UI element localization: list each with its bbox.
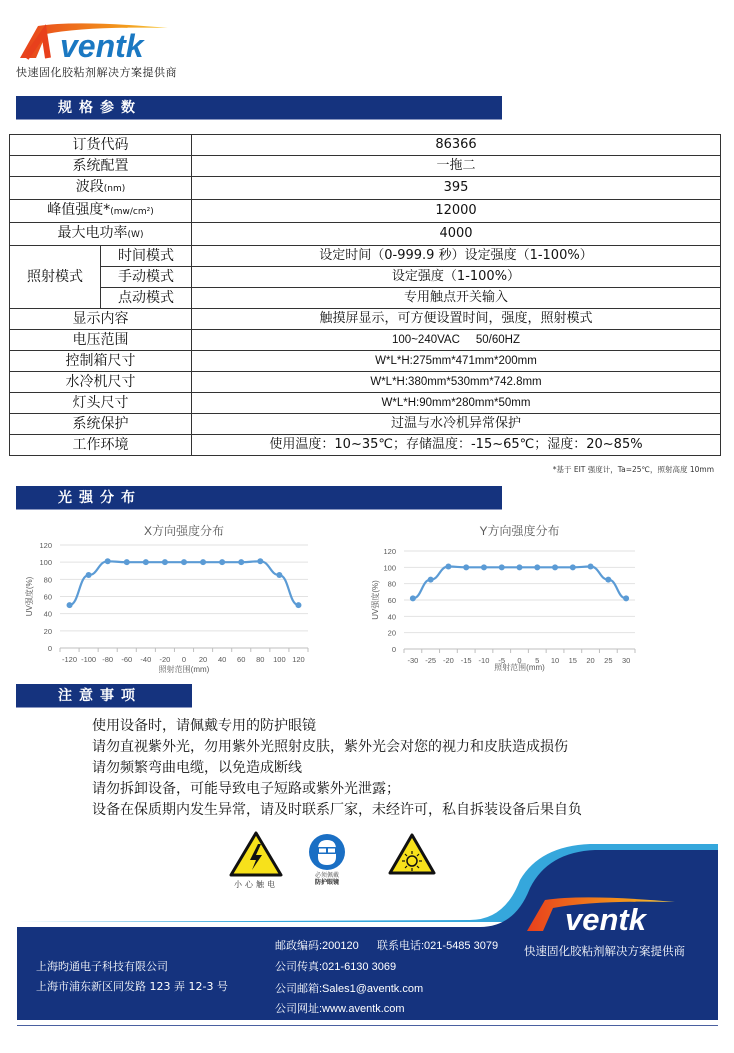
table-row [10, 200, 721, 223]
notice-list [92, 716, 582, 821]
row-value: 4000 [192, 223, 721, 246]
x-tick-label: 15 [568, 656, 577, 665]
y-tick-label: 100 [383, 563, 396, 573]
sign-label-line: 必须佩戴 [314, 872, 339, 879]
data-point [552, 564, 558, 570]
row-value: 一拖二 [192, 156, 721, 177]
y-tick-label: 0 [47, 644, 52, 653]
table-row [10, 177, 721, 200]
x-tick-label: -60 [121, 655, 133, 664]
section-header-light-distribution: 光强分布 [16, 486, 502, 510]
sign-label-line: 防护眼镜 [314, 879, 339, 886]
footer-website[interactable]: 公司网址:www.aventk.com [275, 1003, 405, 1015]
row-value: 使用温度：10~35℃；存储温度：-15~65℃；湿度：20~85% [192, 435, 721, 456]
row-label: 最大电功率 [57, 225, 128, 241]
row-label: 订货代码 [72, 137, 129, 153]
y-axis-label: UV强度(%) [25, 576, 34, 617]
data-point [570, 564, 576, 570]
series-line [413, 567, 626, 599]
data-point [200, 559, 206, 565]
footer-aventk-logo [525, 893, 691, 933]
chart-title: Y方向强度分布 [479, 524, 560, 538]
data-point [86, 572, 92, 578]
notice-item: 使用设备时，请佩戴专用的防护眼镜 [92, 718, 316, 734]
footer-email[interactable]: 公司邮箱:Sales1@aventk.com [275, 983, 424, 995]
data-point [534, 564, 540, 570]
x-intensity-chart [20, 515, 320, 675]
data-point [257, 558, 263, 564]
data-point [181, 559, 187, 565]
x-tick-label: -15 [460, 656, 472, 665]
row-label: 时间模式 [101, 246, 192, 267]
header-tagline: 快速固化胶粘剂解决方案提供商 [16, 66, 177, 79]
row-label: 系统保护 [10, 414, 192, 435]
table-row [10, 351, 721, 372]
footer-postcode: 邮政编码:200120 [275, 940, 359, 952]
y-tick-label: 80 [43, 575, 52, 585]
row-label: 工作环境 [10, 435, 192, 456]
y-tick-label: 0 [391, 645, 396, 654]
x-tick-label: 80 [256, 655, 265, 664]
row-value: 触摸屏显示，可方便设置时间，强度，照射模式 [192, 309, 721, 330]
x-tick-label: 40 [217, 655, 227, 664]
data-point [623, 595, 629, 601]
footer-phone: 联系电话:021-5485 3079 [377, 940, 499, 952]
section-header-specs: 规格参数 [16, 96, 502, 120]
table-row [10, 414, 721, 435]
row-label: 显示内容 [10, 309, 192, 330]
data-point [605, 577, 611, 583]
table-row [10, 393, 721, 414]
x-tick-label: 20 [198, 655, 208, 664]
row-value: 100~240VAC 50/60HZ [192, 330, 721, 351]
data-point [67, 602, 73, 608]
row-label: 水冷机尺寸 [10, 372, 192, 393]
x-tick-label: 30 [621, 656, 631, 665]
row-unit: (W) [127, 230, 144, 240]
y-tick-label: 60 [387, 596, 396, 605]
row-unit: (nm) [103, 184, 126, 194]
x-tick-label: -20 [443, 656, 454, 665]
x-tick-label: -25 [425, 656, 437, 665]
x-tick-label: -20 [159, 655, 171, 664]
series-line [70, 561, 299, 605]
table-row [10, 223, 721, 246]
data-point [276, 572, 282, 578]
table-row [10, 135, 721, 156]
notice-item: 请勿拆卸设备，可能导致电子短路或紫外光泄露； [92, 781, 400, 797]
data-point [428, 577, 434, 583]
x-tick-label: 100 [273, 655, 286, 664]
row-label: 控制箱尺寸 [10, 351, 192, 372]
row-value: W*L*H:275mm*471mm*200mm [192, 351, 721, 372]
y-tick-label: 80 [387, 579, 396, 589]
row-label: 峰值强度* [47, 202, 111, 218]
table-row [10, 288, 721, 309]
row-value: 设定时间（0-999.9 秒）设定强度（1-100%） [192, 246, 721, 267]
x-tick-label: 20 [586, 656, 595, 665]
footer-fax: 公司传真:021-6130 3069 [275, 961, 397, 973]
footer-tagline: 快速固化胶粘剂解决方案提供商 [524, 944, 685, 958]
x-tick-label: 5 [535, 656, 540, 665]
table-row [10, 156, 721, 177]
data-point [143, 559, 149, 565]
y-axis-label: UV强度(%) [371, 580, 380, 620]
table-row [10, 309, 721, 330]
spec-footnote: *基于 EIT 强度计，Ta=25℃，照射高度 10mm [552, 465, 714, 474]
section-header-notices: 注意事项 [16, 684, 192, 708]
x-tick-label: 120 [292, 655, 305, 664]
table-row [10, 372, 721, 393]
x-axis-label: 照射范围(mm) [158, 665, 210, 674]
chart-title: X方向强度分布 [143, 524, 225, 538]
row-value: W*L*H:90mm*280mm*50mm [192, 393, 721, 414]
y-tick-label: 120 [39, 541, 52, 550]
footer-address: 上海市浦东新区同发路 123 弄 12-3 号 [36, 980, 228, 993]
row-label: 电压范围 [10, 330, 192, 351]
row-label: 波段 [75, 179, 104, 195]
data-point [295, 602, 301, 608]
x-tick-label: 60 [237, 655, 246, 664]
row-value: 12000 [192, 200, 721, 223]
data-point [219, 559, 225, 565]
row-value: W*L*H:380mm*530mm*742.8mm [192, 372, 721, 393]
notice-item: 请勿频繁弯曲电缆，以免造成断线 [92, 760, 302, 776]
row-value: 86366 [192, 135, 721, 156]
data-point [481, 564, 487, 570]
chart-svg [20, 515, 320, 675]
footer-bottom-line [17, 1025, 718, 1026]
x-tick-label: 0 [181, 655, 187, 664]
x-tick-label: -5 [498, 656, 506, 665]
row-value: 395 [192, 177, 721, 200]
x-tick-label: -80 [102, 655, 114, 664]
x-tick-label: -10 [478, 656, 490, 665]
x-tick-label: -100 [81, 655, 97, 664]
x-tick-label: -30 [407, 656, 419, 665]
y-tick-label: 20 [43, 626, 52, 636]
y-tick-label: 40 [43, 609, 52, 619]
y-intensity-chart [360, 518, 650, 673]
row-label: 系统配置 [72, 158, 129, 174]
data-point [162, 559, 168, 565]
table-row [10, 330, 721, 351]
data-point [238, 559, 244, 565]
row-label: 灯头尺寸 [10, 393, 192, 414]
chart-svg [360, 518, 650, 673]
x-tick-label: 0 [517, 656, 522, 665]
table-row [10, 246, 721, 267]
x-tick-label: 10 [550, 656, 560, 665]
data-point [410, 595, 416, 601]
data-point [517, 564, 523, 570]
data-point [463, 564, 469, 570]
sign-label-electric-shock: 小心触电 [234, 880, 278, 889]
row-label: 手动模式 [101, 267, 192, 288]
svg-text:ventk: ventk [60, 28, 144, 60]
x-tick-label: 25 [604, 656, 613, 665]
x-tick-label: -40 [140, 655, 152, 664]
data-point [499, 564, 505, 570]
y-tick-label: 40 [387, 612, 396, 622]
row-label: 点动模式 [101, 288, 192, 309]
row-value: 设定强度（1-100%） [192, 267, 721, 288]
x-tick-label: -120 [62, 655, 78, 664]
x-axis-label: 照射范围(mm) [494, 663, 545, 672]
row-unit: (mw/cm²) [110, 207, 154, 217]
data-point [588, 564, 594, 570]
y-tick-label: 20 [387, 628, 396, 638]
row-value: 过温与水冷机异常保护 [192, 414, 721, 435]
table-row [10, 435, 721, 456]
notice-item: 设备在保质期内发生异常，请及时联系厂家，未经许可，私自拆装设备后果自负 [92, 802, 582, 818]
data-point [124, 559, 130, 565]
footer-company-name: 上海昀通电子科技有限公司 [36, 960, 168, 973]
data-point [105, 558, 111, 564]
svg-text:ventk: ventk [565, 902, 646, 933]
data-point [445, 564, 451, 570]
y-tick-label: 100 [39, 558, 52, 568]
y-tick-label: 60 [43, 592, 52, 602]
aventk-logo [18, 18, 188, 60]
y-tick-label: 120 [383, 547, 396, 556]
table-row [10, 267, 721, 288]
spec-table [9, 134, 721, 456]
mode-group-label: 照射模式 [10, 246, 101, 309]
notice-item: 请勿直视紫外光，勿用紫外光照射皮肤，紫外光会对您的视力和皮肤造成损伤 [92, 739, 568, 755]
row-value: 专用触点开关输入 [192, 288, 721, 309]
